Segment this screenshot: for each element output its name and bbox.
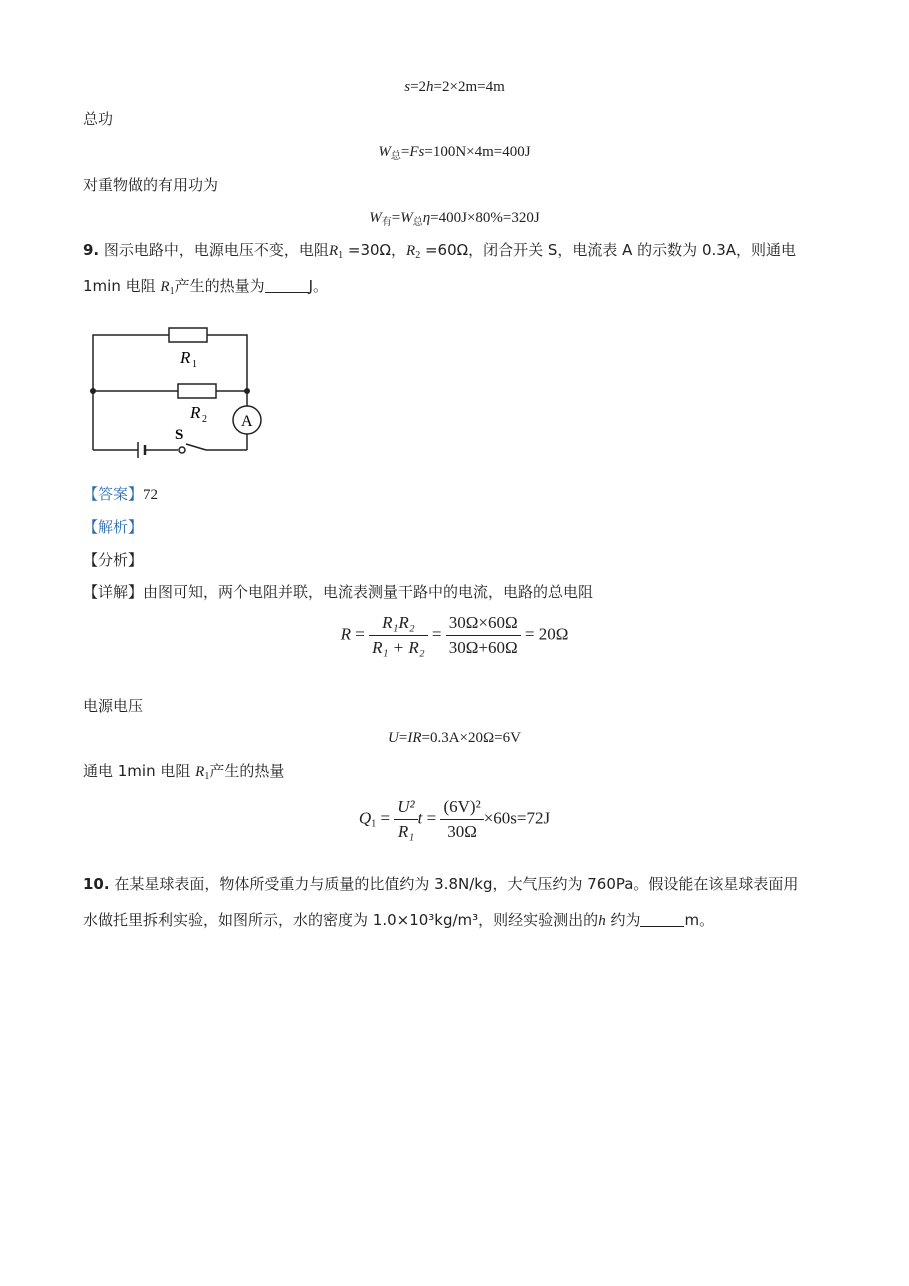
denominator: 30Ω+60Ω xyxy=(448,638,518,657)
answer-value: 72 xyxy=(143,487,159,503)
resistance-equation xyxy=(0,612,909,659)
var-R1: R xyxy=(328,243,339,259)
var-W: W xyxy=(400,210,413,226)
wire xyxy=(207,335,247,391)
label-switch: S xyxy=(175,427,184,443)
subscript: 总 xyxy=(390,151,401,162)
question-9-line-2 xyxy=(83,276,328,302)
label-r2-sub: 2 xyxy=(202,414,207,425)
question-text: 水做托里拆利实验，如图所示，水的密度为 1.0×10³kg/m³，则经实验测出的 xyxy=(83,911,599,929)
fraction-r1r2 xyxy=(369,612,428,659)
question-9-line-1 xyxy=(83,240,796,266)
analysis-tag: 【解析】 xyxy=(83,518,144,536)
subscript: 1 xyxy=(204,771,210,782)
var-R1: R xyxy=(195,764,205,780)
var-U: U xyxy=(388,730,399,746)
var-W: W xyxy=(378,144,391,160)
numerator: (6V)² xyxy=(440,796,483,820)
denominator: R₁ + R₂ xyxy=(372,638,425,657)
heat-equation xyxy=(0,796,909,843)
subscript: 有 xyxy=(381,217,392,228)
eq-part: = xyxy=(355,624,365,644)
label-ammeter: A xyxy=(241,413,253,430)
fenxi-tag: 【分析】 xyxy=(83,551,144,569)
junction-dot xyxy=(244,388,250,394)
eq-part: =2 xyxy=(410,79,427,95)
distance-equation xyxy=(0,77,909,97)
var-Q: Q xyxy=(358,808,372,828)
label-r1-sub: 1 xyxy=(192,359,197,370)
var-s: s xyxy=(404,79,411,95)
total-work-equation xyxy=(0,142,909,167)
heat-label-text: 产生的热量 xyxy=(209,762,285,780)
resistor-r1 xyxy=(169,328,207,342)
answer-blank xyxy=(265,278,309,293)
numerator: 30Ω×60Ω xyxy=(446,612,521,636)
voltage-equation xyxy=(0,728,909,748)
eq-part: =400J×80%=320J xyxy=(430,210,540,226)
var-eta: η xyxy=(422,210,431,226)
question-text: 产生的热量为 xyxy=(174,277,265,295)
answer-tag: 【答案】 xyxy=(83,485,144,503)
voltage-label: 电源电压 xyxy=(83,697,144,715)
switch-contact-icon xyxy=(179,447,185,453)
var-IR: IR xyxy=(407,730,422,746)
question-text: 图示电路中，电源电压不变，电阻 xyxy=(103,241,329,259)
question-10-line-1 xyxy=(83,874,798,894)
detail-text: 由图可知，两个电阻并联，电流表测量干路中的电流，电路的总电阻 xyxy=(143,583,594,601)
question-text: 在某星球表面，物体所受重力与质量的比值约为 3.8N/kg，大气压约为 760Pa。假设能在该星球表面用 xyxy=(114,875,799,893)
answer-line xyxy=(83,484,158,505)
total-work-label: 总功 xyxy=(83,110,114,128)
eq-part: = xyxy=(426,808,437,828)
label-r2: R xyxy=(190,403,201,422)
fraction-u2-r1 xyxy=(394,796,417,843)
eq-result: ×60s=72J xyxy=(483,808,551,828)
var-W: W xyxy=(369,210,382,226)
detail-line xyxy=(83,582,593,602)
eq-part: = xyxy=(391,210,401,226)
numerator: R₁R₂ xyxy=(369,612,428,636)
resistor-r2 xyxy=(178,384,216,398)
junction-dot xyxy=(90,388,96,394)
eq-result: = 20Ω xyxy=(524,624,569,644)
heat-label xyxy=(83,761,284,787)
circuit-diagram xyxy=(85,325,265,465)
question-text: 约为 xyxy=(610,911,641,929)
question-10-line-2 xyxy=(83,910,714,931)
var-h: h xyxy=(598,913,606,929)
question-text: J。 xyxy=(308,277,329,295)
question-number: 10. xyxy=(83,875,110,893)
eq-part: = xyxy=(431,624,442,644)
subscript: 1 xyxy=(338,250,344,261)
eq-part: = xyxy=(398,730,408,746)
fraction-values xyxy=(440,796,483,843)
question-text: m。 xyxy=(684,911,715,929)
question-text: =30Ω， xyxy=(347,241,407,259)
denominator: 30Ω xyxy=(447,822,477,841)
eq-part: =2×2m=4m xyxy=(433,79,505,95)
eq-part: =0.3A×20Ω=6V xyxy=(421,730,521,746)
eq-part: = xyxy=(400,144,410,160)
switch-lever xyxy=(186,444,206,450)
subscript: 1 xyxy=(371,818,377,830)
var-h: h xyxy=(426,79,434,95)
var-R2: R xyxy=(406,243,416,259)
answer-blank xyxy=(640,912,684,927)
subscript: 总 xyxy=(412,217,423,228)
question-text: 1min 电阻 xyxy=(83,277,156,295)
useful-work-equation xyxy=(0,208,909,233)
var-R1: R xyxy=(160,279,170,295)
numerator: U² xyxy=(394,796,417,820)
var-Fs: Fs xyxy=(409,144,425,160)
var-t: t xyxy=(417,808,423,828)
detail-tag: 【详解】 xyxy=(83,583,144,601)
useful-work-label: 对重物做的有用功为 xyxy=(83,176,219,194)
wire xyxy=(93,335,169,391)
denominator: R₁ xyxy=(397,822,415,841)
heat-label-text: 通电 1min 电阻 xyxy=(83,762,191,780)
question-text: =60Ω，闭合开关 S，电流表 A 的示数为 0.3A，则通电 xyxy=(424,241,797,259)
var-R: R xyxy=(340,624,352,644)
eq-part: = xyxy=(380,808,391,828)
eq-part: =100N×4m=400J xyxy=(424,144,531,160)
question-number: 9. xyxy=(83,241,100,259)
subscript: 1 xyxy=(169,286,175,297)
label-r1: R xyxy=(180,348,191,367)
fraction-values xyxy=(446,612,521,659)
subscript: 2 xyxy=(415,250,421,261)
